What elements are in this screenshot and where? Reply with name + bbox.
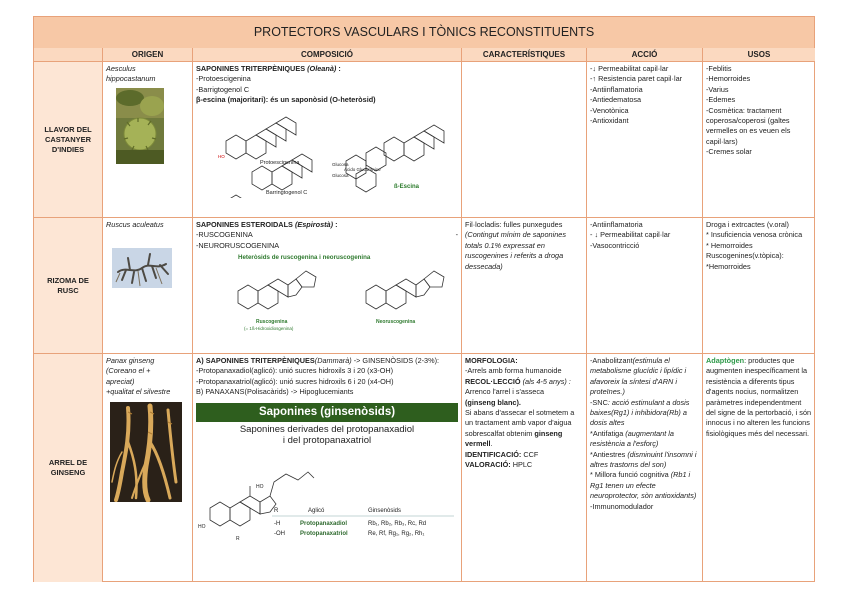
accio-castanyer bbox=[587, 62, 703, 218]
table-cell: -H bbox=[274, 520, 281, 527]
action-item: -Antiinflamatoria bbox=[590, 220, 643, 229]
origen-ginseng bbox=[103, 354, 193, 582]
accio-rusc bbox=[587, 218, 703, 354]
composition-heading-end: : bbox=[336, 64, 341, 73]
table-header-cell: R bbox=[274, 507, 279, 514]
feature-label: MORFOLOGIA: bbox=[465, 356, 518, 365]
use-item: -Cremes solar bbox=[706, 147, 752, 157]
use-item: Ruscogenines(v.tòpica): bbox=[706, 251, 784, 261]
svg-text:Barringtogenol C: Barringtogenol C bbox=[266, 189, 308, 196]
composition-heading-italic: (Oleanà) bbox=[307, 64, 337, 73]
species-name: Aesculus bbox=[106, 64, 136, 73]
table-cell: Rb₁, Rb₂, Rb₃, Rc, Rd bbox=[368, 520, 427, 527]
feature-value: CCF bbox=[521, 449, 539, 459]
header-blank bbox=[34, 48, 103, 62]
panel-subtitle-line: i del protopanaxatriol bbox=[282, 434, 372, 446]
table-sheet bbox=[33, 16, 815, 582]
row-label-text: LLAVOR DEL CASTANYER D'INDIES bbox=[44, 124, 92, 154]
action-item: *Antifatiga bbox=[590, 428, 624, 438]
composition-heading: SAPONINES TRITERPÈNIQUES bbox=[196, 64, 306, 73]
use-item: -Cosmètica: tractament coperosa/coperosi (galtes vermelles on es veuen els capil·lars) bbox=[706, 105, 791, 146]
feature-bold: ginseng vermell bbox=[465, 428, 563, 449]
caracteristiques-ginseng: MORFOLOGIA: -Arrels amb forma humanoide RECOL·LECCIÓ (als 4-5 anys) : Arrenco l'arrel i s'asseca (ginseng blanc). Si abans d'assecar el sotmetem a un tractament amb vapor d'aigua sobrescalfat obtenim ginseng vermell. IDENTIFICACIÓ: CCF VALORACIÓ: HPLC bbox=[462, 354, 587, 582]
composition-heading-end: -> GINSENÒSIDS (2-3%): bbox=[351, 356, 440, 365]
action-note: : acció estimulant a dosis baixes(Rg1) i inhibidora(Rb) a dosis altes bbox=[590, 397, 690, 428]
composicio-rusc bbox=[193, 218, 462, 354]
feature-line: Fil·locladis: fulles punxegudes bbox=[465, 220, 563, 229]
table-cell: Protopanaxatriol bbox=[300, 530, 348, 537]
ginseng-photo bbox=[110, 402, 182, 502]
adaptogen-label: Adaptògen bbox=[706, 356, 745, 365]
action-item: -Anabolitzant bbox=[590, 356, 633, 365]
species-name: Ruscus aculeatus bbox=[106, 220, 164, 229]
header-origen: ORIGEN bbox=[103, 48, 193, 62]
svg-text:Glucosa: Glucosa bbox=[332, 161, 349, 167]
composition-line: B) PANAXANS(Polisacàrids) -> Hipoglucemiants bbox=[196, 387, 354, 397]
use-item: * Insuficiencia venosa crònica bbox=[706, 230, 803, 240]
use-item: -Varius bbox=[706, 84, 729, 94]
action-item: - ↓ Permeabilitat capil·lar bbox=[590, 230, 671, 240]
use-item: -Edemes bbox=[706, 95, 736, 105]
row-label-ginseng bbox=[34, 354, 103, 582]
composition-bold-line: β-escina (majoritari): és un saponòsid (O-heteròsid) bbox=[196, 95, 376, 105]
species-note: +qualitat el silvestre bbox=[106, 387, 171, 397]
page-title: PROTECTORS VASCULARS I TÒNICS RECONSTITUENTS bbox=[34, 17, 814, 49]
feature-value: HPLC bbox=[510, 460, 533, 470]
feature-label: VALORACIÓ: bbox=[465, 460, 511, 470]
svg-text:ß-Escina: ß-Escina bbox=[394, 183, 420, 190]
table-cell: Re, Rf, Rg₁, Rg₂, Rh₁ bbox=[368, 530, 425, 537]
action-item: -Venotònica bbox=[590, 105, 629, 115]
origen-rusc bbox=[103, 218, 193, 354]
chestnut-photo bbox=[116, 88, 164, 164]
use-item: * Hemorroides bbox=[706, 240, 753, 250]
use-item: -Hemorroides bbox=[706, 74, 751, 84]
table-cell: -OH bbox=[274, 530, 285, 537]
composicio-ginseng bbox=[193, 354, 462, 582]
svg-text:HO: HO bbox=[256, 483, 264, 490]
composicio-castanyer bbox=[193, 62, 462, 218]
header-composicio: COMPOSICIÓ bbox=[193, 48, 462, 62]
usos-rusc bbox=[703, 218, 815, 354]
ruscogenin-structure-diagram bbox=[196, 251, 458, 345]
usos-castanyer bbox=[703, 62, 815, 218]
composition-line: -RUSCOGENINA bbox=[196, 230, 253, 240]
rhizome-photo bbox=[112, 248, 172, 288]
figure-title: Heteròsids de ruscogenina i neoruscogenina bbox=[238, 254, 371, 262]
ginsenoside-structure-diagram bbox=[196, 446, 458, 542]
saponins-panel-title: Saponines (ginsenòsids) bbox=[196, 403, 458, 422]
composition-line: -Protopanaxadiol(aglicó): unió sucres hidroxils 3 i 20 (x3-OH) bbox=[196, 366, 394, 376]
feature-label: RECOL·LECCIÓ bbox=[465, 376, 521, 386]
composition-line: -Barrigtogenol C bbox=[196, 84, 250, 94]
action-note: (estimula el metabolisme glucídic i lipídic i afavoreix la síntesi d'ARN i proteïnes.) bbox=[590, 356, 687, 397]
svg-text:Protoescigenina: Protoescigenina bbox=[260, 159, 300, 166]
composition-heading-italic: (Espirostà) bbox=[294, 220, 334, 229]
species-note: apreciat) bbox=[106, 376, 135, 386]
action-note: (augmentant la resistència a l'esforç) bbox=[590, 428, 674, 449]
escin-structure-diagram bbox=[196, 106, 458, 198]
figure-label: (= 1ß-Hidroxidiosgenina) bbox=[244, 326, 294, 332]
feature-bold: (ginseng blanc). bbox=[465, 397, 521, 407]
panel-subtitle-line: Saponines derivades del protopanaxadiol bbox=[239, 423, 415, 435]
origen-castanyer bbox=[103, 62, 193, 218]
header-accio: ACCIÓ bbox=[587, 48, 703, 62]
composition-line: -NEURORUSCOGENINA bbox=[196, 240, 280, 250]
feature-label: IDENTIFICACIÓ: bbox=[465, 449, 522, 459]
action-item: -↑ Resistencia paret capil·lar bbox=[590, 74, 683, 84]
composition-line: -Protopanaxatriol(aglicó): unió sucres hidroxils 6 i 20 (x4-OH) bbox=[196, 376, 394, 386]
action-item: -Antiinflamatoria bbox=[590, 84, 643, 94]
species-name: hippocastanum bbox=[106, 74, 156, 84]
row-label-text: ARREL DE GINSENG bbox=[48, 458, 88, 477]
action-item: * Millora funció cognitiva bbox=[590, 470, 669, 480]
feature-line: Si abans d'assecar el sotmetem a un tractament amb vapor d'aigua sobrescalfat obtenim bbox=[465, 408, 575, 438]
table-header-cell: Aglicó bbox=[308, 507, 325, 514]
header-caracteristiques: CARACTERÍSTIQUES bbox=[462, 48, 587, 62]
composition-dash: - bbox=[455, 230, 458, 240]
action-note: (Rb1 i Rg1 tenen un efecte neuroprotector, sòn antioxidants) bbox=[590, 470, 697, 501]
composition-heading: A) SAPONINES TRITERPÈNIQUES bbox=[196, 356, 315, 365]
accio-ginseng bbox=[587, 354, 703, 582]
svg-text:HO: HO bbox=[218, 153, 225, 159]
svg-text:R: R bbox=[236, 535, 240, 542]
use-item: -Feblitis bbox=[706, 64, 732, 73]
saponins-panel-subtitle bbox=[196, 424, 458, 446]
feature-line: Arrenco l'arrel i s'asseca bbox=[465, 387, 545, 397]
svg-text:Ácido Glucurónico: Ácido Glucurónico bbox=[344, 166, 381, 172]
row-label-castanyer bbox=[34, 62, 103, 218]
svg-text:HO: HO bbox=[198, 523, 206, 530]
action-item: *Antiestres bbox=[590, 449, 626, 459]
composition-heading-end: : bbox=[333, 220, 338, 229]
feature-note: (Contingut mínim de saponines totals 0.1% expressat en ruscogenines i referits a droga dessecada) bbox=[465, 230, 566, 271]
caracteristiques-rusc bbox=[462, 218, 587, 354]
figure-label: Ruscogenina bbox=[256, 319, 288, 326]
svg-text:Glucosa: Glucosa bbox=[332, 172, 349, 178]
action-item: -SNC bbox=[590, 397, 608, 407]
use-item: *Hemorroides bbox=[706, 261, 751, 271]
use-description: : productes que augmenten inespecíficament la resistència a diferents tipus d'agents nocius, normalitzen paràmetres independentment del signe de la pertorbació, i són innocus i no alteren les funcions fisiològiques més del necessari. bbox=[706, 356, 812, 438]
action-item: -↓ Permeabilitat capil·lar bbox=[590, 64, 669, 73]
use-item: Droga i extrcactes (v.oral) bbox=[706, 220, 789, 229]
species-name: Panax ginseng bbox=[106, 356, 155, 365]
caracteristiques-castanyer bbox=[462, 62, 587, 218]
action-note: (disminuint l'insomni i altres trastorns del son) bbox=[590, 449, 697, 470]
species-note: (Coreano el + bbox=[106, 366, 151, 376]
composition-heading: SAPONINES ESTEROIDALS bbox=[196, 220, 293, 229]
action-item: -Immunomodulador bbox=[590, 501, 654, 511]
row-label-rusc bbox=[34, 218, 103, 354]
action-item: -Vasocontricció bbox=[590, 240, 640, 250]
usos-ginseng bbox=[703, 354, 815, 582]
row-label-text: RIZOMA DE RUSC bbox=[47, 275, 89, 295]
action-item: -Antiedematosa bbox=[590, 95, 642, 105]
feature-line: -Arrels amb forma humanoide bbox=[465, 366, 562, 376]
header-usos: USOS bbox=[703, 48, 815, 62]
table-header-cell: Ginsenòsids bbox=[368, 507, 402, 514]
figure-label: Neoruscogenina bbox=[376, 319, 416, 326]
table-cell: Protopanaxadiol bbox=[300, 520, 348, 527]
action-item: -Antioxidant bbox=[590, 116, 629, 126]
composition-heading-italic: (Dammarà) bbox=[314, 356, 352, 365]
composition-line: -Protoescigenina bbox=[196, 74, 251, 84]
feature-note: (als 4-5 anys) : bbox=[522, 376, 571, 386]
